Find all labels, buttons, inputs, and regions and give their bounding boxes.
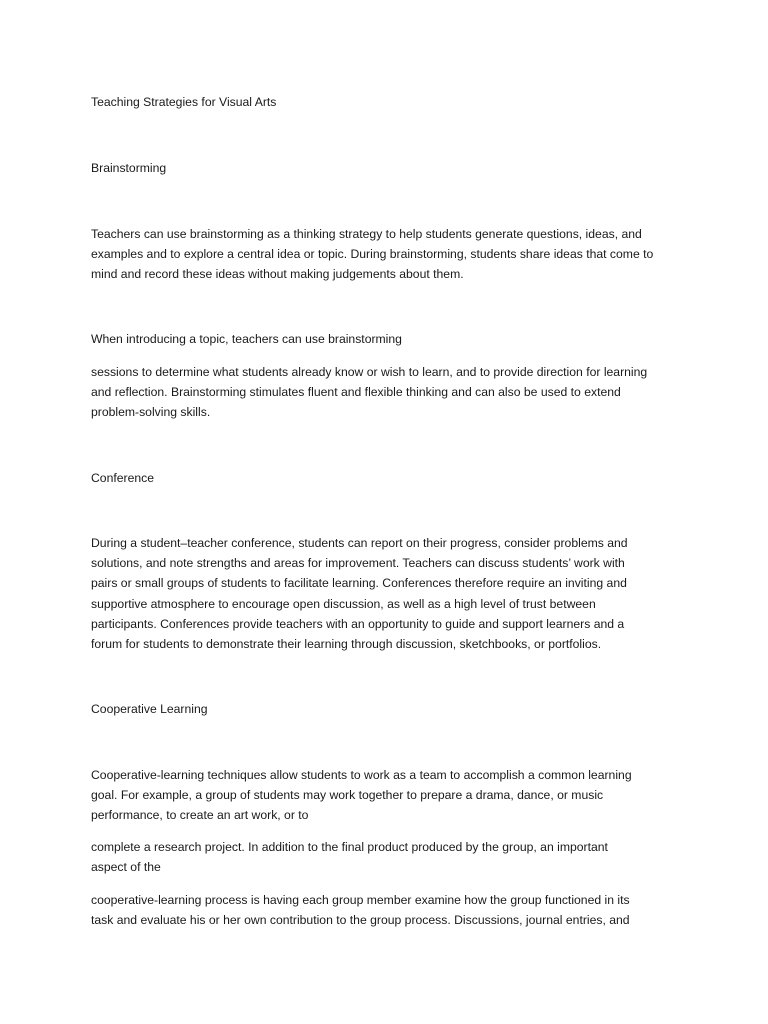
conference-paragraph-1 — [91, 533, 691, 654]
brainstorming-paragraph-2: When introducing a topic, teachers can use brainstorming — [91, 332, 402, 346]
cooperative-paragraph-1 — [91, 765, 691, 826]
paragraph-line: participants. Conferences provide teachers with an opportunity to guide and support learners and a — [91, 616, 625, 631]
paragraph-line: goal. For example, a group of students may work together to prepare a drama, dance, or music — [91, 788, 604, 803]
paragraph-line: pairs or small groups of students to facilitate learning. Conferences therefore require an inviting and — [91, 576, 627, 591]
cooperative-paragraph-2 — [91, 837, 691, 877]
paragraph-line: Teachers can use brainstorming as a thinking strategy to help students generate questions, ideas, and — [91, 227, 642, 241]
brainstorming-paragraph-1 — [91, 224, 691, 285]
paragraph-line: Cooperative-learning techniques allow students to work as a team to accomplish a common learning — [91, 768, 632, 782]
paragraph-line: solutions, and note strengths and areas for improvement. Teachers can discuss students’ work with — [91, 556, 625, 571]
paragraph-line: examples and to explore a central idea or topic. During brainstorming, students share ideas that come to — [91, 247, 654, 262]
section-heading-brainstorming: Brainstorming — [91, 161, 167, 175]
paragraph-line: performance, to create an art work, or to — [91, 808, 309, 823]
paragraph-line: aspect of the — [91, 860, 161, 875]
cooperative-paragraph-3 — [91, 890, 691, 930]
section-heading-conference: Conference — [91, 471, 155, 485]
paragraph-line: complete a research project. In addition to the final product produced by the group, an important — [91, 840, 608, 854]
paragraph-line: forum for students to demonstrate their learning through discussion, sketchbooks, or portfolios. — [91, 637, 602, 652]
document-title: Teaching Strategies for Visual Arts — [91, 95, 277, 109]
paragraph-line: problem-solving skills. — [91, 405, 211, 420]
paragraph-line: task and evaluate his or her own contribution to the group process. Discussions, journal entries, and — [91, 913, 630, 928]
paragraph-line: supportive atmosphere to encourage open discussion, as well as a high level of trust between — [91, 596, 596, 611]
paragraph-line: and reflection. Brainstorming stimulates fluent and flexible thinking and can also be used to extend — [91, 385, 621, 400]
paragraph-line: mind and record these ideas without making judgements about them. — [91, 267, 464, 282]
paragraph-line: During a student–teacher conference, students can report on their progress, consider problems and — [91, 536, 628, 550]
paragraph-line: cooperative-learning process is having each group member examine how the group functioned in its — [91, 893, 630, 907]
paragraph-line: sessions to determine what students already know or wish to learn, and to provide direction for learning — [91, 365, 648, 379]
section-heading-cooperative-learning: Cooperative Learning — [91, 702, 208, 716]
brainstorming-paragraph-3 — [91, 362, 691, 423]
